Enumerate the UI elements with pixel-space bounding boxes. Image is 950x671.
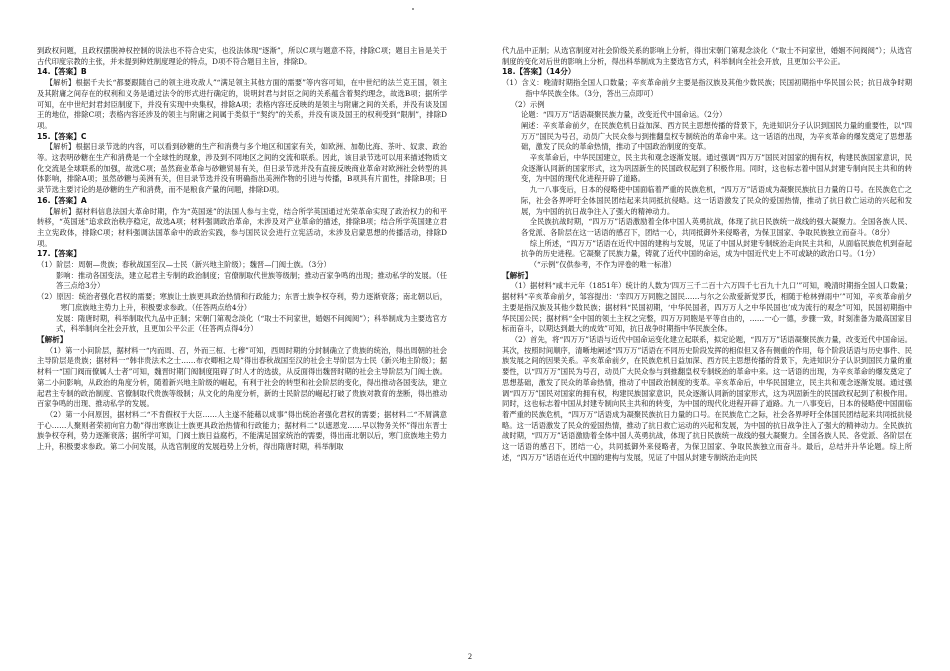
left-paragraph: 【解析】根据日录节选的内容，可以看到砂糖的生产和消费与多个地区和国家有关，如欧洲、加勒比海、茶叶、奴隶、政治等。这表明砂糖在生产和消费是一个全球性的现象，涉及到不同地区之间的交流和联系。因此，该目录节选可以用来描述物质文化交流是全球联系的加强，故选C项；虽然商业革命与砂糖贸易有关，但日录节选并没有直接反映商业革命对欧洲社会转型的具体影响，排除A项；虽然砂糖与美洲有关，但目录节选并没有明确指出美洲作物的引进与传播，B项具有片面性，排除B项；日录节选主要讨论的是砂糖的生产和消费，而不是粮食产量的问题，排除D项。	[37, 142, 447, 195]
left-paragraph: 影响：推动各国变法，建立起君主专制的政治制度；官僚制取代世族等级制；推动百家争鸣的出现；推动私学的发展。（任答三点给3分）	[55, 270, 447, 291]
left-paragraph: （1）第一小问阶层，据材料一“内而周、召，外而三桓、七穆”可知，西周时期的分封制确立了贵族的统治，得出周朝的社会主导阶层是贵族；据材料一“韩非贵法术之士……布衣卿相之局”得出春秋战国至汉的社会主导阶层为士民（新兴地主阶级）；据材料一“国门阀而僚属人士者”可知，魏晋时期门阀制度阻碍了时人才的选拔，从反面得出魏晋时期的社会主导阶层为门阀士族。第二小问影响，从政治的角度分析，随着新兴地主阶级的崛起，有利于社会的转型和社会阶层的变化，得出推动各国变法，建立起君主专制的政治制度、官僚制取代贵族等级制；从文化的角度分析，新的士民阶层的崛起打破了贵族对教育的垄断，得出推动百家争鸣的出现、推动私学的发展。	[37, 345, 447, 409]
right-paragraph: （1）据材料“咸丰元年（1851年）统计的人数为‘四万三千二百十六万四千七百九十九口’”可知，晚清时期指全国人口数量；据材料“辛亥革命前夕，邹容提出：‘幸四万万同胞之国民……与尔之公敌爱新觉罗氏，相随于枪林弹雨中’”可知，辛亥革命前夕主要是指汉族及其他少数民族；据材料“民国初期，‘中华民国者，四万万人之中华民国也’成为流行的观念”可知，民国初期指中华民国公民；据材料“全中国的领土主权之完整，四万万同胞是平等自由的，……一心一德，步骤一致，时刻准备为最高国家目标而奋斗，以期达到最大的成效”可知，抗日战争时期指中华民族全体。	[502, 281, 912, 334]
right-paragraph: 【解析】	[502, 270, 533, 280]
left-paragraph: （2）原因：统治者强化君权的需要；寒族让士族更具政治热情和行政能力；东晋士族争权夺利，势力逐渐衰落；南北朝以后，寒门庶族地主势力上升，积极要求参政。（任答两点给4分）	[37, 292, 447, 312]
left-paragraph: （1）阶层：周朝—贵族；春秋战国至汉—士民（新兴地主阶级）；魏晋—门阀士族。（3分）	[37, 260, 331, 270]
right-paragraph: 九一八事变后，日本的侵略使中国面临着严重的民族危机，“四万万”话语成为凝聚民族抗日力量的口号。在民族危亡之际，社会各界呼吁全体国民团结起来共同抵抗侵略。这一话语激发了民众的爱国热情，推动了抗日救亡运动的兴起和发展，为中国的抗日战争注入了强大的精神动力。	[520, 185, 912, 216]
right-paragraph: （2）示例	[510, 99, 545, 109]
left-paragraph: 14.【答案】B	[37, 67, 87, 77]
right-paragraph: （1）含义：晚清时期指全国人口数量；辛亥革命前夕主要是指汉族及其他少数民族；民国初期指中华民国公民；抗日战争时期指中华民族全体。（3分，答出三点即可）	[502, 78, 912, 98]
right-paragraph: 综上所述，“四万万”话语在近代中国的建构与发展，见证了中国从封建专制统治走向民主共和，从面临民族危机到奋起抗争的历史进程。它凝聚了民族力量，铸就了近代中国的命运，成为中国近代史上不可或缺的政治口号。（1分）	[520, 238, 912, 259]
left-paragraph: 到政权问题，且政权摆脱神权控制的说法也不符合史实，也没法体现“逐渐”，所以C项与题意不符，排除C项；题目主旨是关于古代印度宗教的主张，并未提到种姓制度理论的特点，D项不符合题目主旨，排除D。	[37, 46, 447, 66]
left-paragraph: 【解析】根据千夫长“都要跟随自己的领主进攻敌人”“满足领主其他方面的需要”等内容可知，在中世纪的法兰克王国，领主及其附庸之间存在的权利和义务是通过法令的形式进行确定的，说明封君与封臣之间的关系蕴含着契约理念，故选B项；据所学可知，在中世纪封君封臣制度下，并没有实现中央集权，排除A项；表格内容还反映的是领主与附庸之间的关系，并没有谈及国王的地位，排除C项；表格内容还涉及的领主与附庸之间属于类似于“契约”的关系，并没有谈及国王的权利受到“限制”，排除D项。	[37, 78, 447, 130]
left-paragraph: 15.【答案】C	[37, 131, 87, 141]
right-paragraph: 全民族抗战时期，“四万万”话语激励着全体中国人英勇抗战，体现了抗日民族统一战线的强大凝聚力。全国各族人民、各党派、各阶层在这一话语的感召下，团结一心，共同抵御外来侵略者，为保卫国家、争取民族独立而奋斗。（8分）	[520, 217, 912, 237]
scan-dot	[412, 8, 414, 10]
right-paragraph: 代九品中正制；从选官制度对社会阶级关系的影响上分析，得出宋朝门第观念淡化（“取士不问家世，婚姻不问阀阅”）；从选官制度的变化对后世的影响上分析，得出科举制成为主要选官方式，科举制向全社会开放，且更加公平公正。	[502, 46, 912, 66]
right-paragraph: 18.【答案】（14分）	[502, 67, 576, 77]
left-paragraph: 发展：隋唐时期，科举制取代九品中正制；宋朝门第观念淡化（“取士不问家世，婚姻不问阀阅”）；科举制成为主要选官方式，科举制向全社会开放，且更加公平公正（任答两点得4分）	[55, 313, 447, 334]
right-paragraph: 论题：“四万万”话语凝聚民族力量，改变近代中国命运。（2分）	[520, 110, 727, 120]
right-paragraph: 辛亥革命后，中华民国建立，民主共和观念逐渐发展。通过强调“四万万”国民对国家的拥有权，构建民族国家意识，民众逐渐认同新的国家形式，这为巩固新生的民国政权起到了积极作用。同时，这也标志着中国从封建专制向民主共和的转变，为中国的现代化进程开辟了道路。	[520, 153, 912, 184]
left-paragraph: 【解析】据材料信息法国大革命时期，作为“英国迷”的法国人参与主党，结合所学英国通过光荣革命实现了政治权力的和平转移，“英国迷”追求政治秩序稳定，故选A项；材料强调政治革命，未涉及对产业革命的描述，排除B项；结合所学英国建立君主立宪政体，排除C项；材料强调法国革命中的政治实践，参与国民议会进行立宪活动，未涉及启蒙思想的传播活动，排除D项。	[37, 206, 447, 248]
left-paragraph: 【解析】	[37, 334, 68, 344]
left-paragraph: 17.【答案】	[37, 249, 81, 259]
right-column	[502, 46, 912, 463]
right-paragraph: （2）首先，将“四万万”话语与近代中国命运变化建立起联系，拟定论题，“四万万”话语凝聚民族力量，改变近代中国命运。其次，按照时间顺序，清晰地阐述“四万万”话语在不同历史阶段发挥的相似但又各有侧重的作用，每个阶段话语与历史事件、民族发展之间的因果关系。辛亥革命前夕，在民族危机日益加深、西方民主思想传播的背景下，先进知识分子认识到国民力量的重要性，以“四万万”国民为号召，动员广大民众参与到推翻皇权专制统治的革命中来。这一话语的出现，为辛亥革命的爆发奠定了思想基础，激发了民众的革命热情，推动了中国政治制度的变革。辛亥革命后，中华民国建立，民主共和观念逐渐发展。通过强调“四万万”国民对国家的拥有权，构建民族国家意识，民众逐渐认同新的国家形式，这为巩固新生的民国政权起到了积极作用。同时，这也标志着中国从封建专制向民主共和的转变，为中国的现代化进程开辟了道路。九一八事变后，日本的侵略使中国面临着严重的民族危机，“四万万”话语成为凝聚民族抗日力量的口号。在民族危亡之际，社会各界呼吁全体国民团结起来共同抵抗侵略。这一话语激发了民众的爱国热情，推动了抗日救亡运动的兴起和发展，为中国的抗日战争注入了强大的精神动力。全民族抗战时期，“四万万”话语激励着全体中国人英勇抗战，体现了抗日民族统一战线的强大凝聚力。全国各族人民、各党派、各阶层在这一话语的感召下，团结一心，共同抵御外来侵略者，为保卫国家、争取民族独立而奋斗。最后，总结并升华论题。综上所述，“四万万”话语在近代中国的建构与发展，见证了中国从封建专制统治走向民	[502, 334, 912, 462]
left-paragraph: 16.【答案】A	[37, 195, 87, 205]
right-paragraph: （“示例”仅供参考，不作为评卷的唯一标准）	[529, 260, 676, 270]
page-number: 2	[468, 652, 472, 661]
left-paragraph: （2）第一小问原因，据材料二“不肯假权于大臣……人主遂不能藉以成事”得出统治者强化君权的需要；据材料二“不屑满意于心……人聚则者荣初向官力勒”得出寒族让士族更具政治热情和行政能力；据材料二“以遮恩宠……早以物务关怀”得出东晋士族争权夺利，势力逐渐衰落；据所学可知，门阀士族日益腐朽，不能满足国家统治的需要，得出南北朝以后，寒门庶族地主势力上升，积极要求参政。第二小问发展，从选官制度的发展趋势上分析，得出隋唐时期，科举制取	[37, 409, 447, 452]
right-paragraph: 阐述：辛亥革命前夕，在民族危机日益加深、西方民主思想传播的背景下，先进知识分子认识到国民力量的重要性，以“四万万”国民为号召，动员广大民众参与到推翻皇权专制统治的革命中来。这一话语的出现，为辛亥革命的爆发奠定了思想基础，激发了民众的革命热情，推动了中国政治制度的变革。	[520, 120, 912, 152]
left-column	[37, 46, 447, 453]
